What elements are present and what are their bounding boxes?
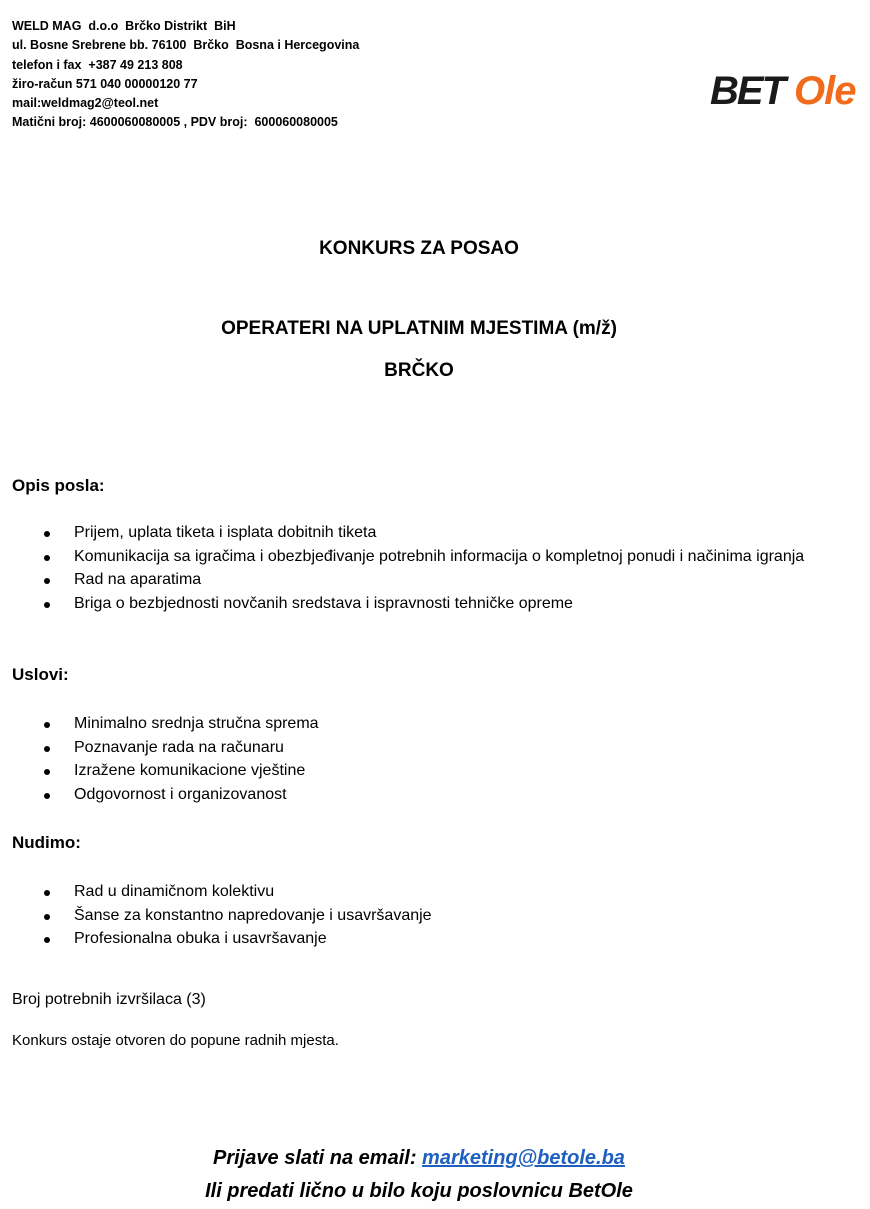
job-position: OPERATERI NA UPLATNIM MJESTIMA (m/ž) xyxy=(221,318,617,339)
email-link[interactable]: marketing@betole.ba xyxy=(422,1147,625,1169)
list-item: Profesionalna obuka i usavršavanje xyxy=(0,927,840,951)
logo-text-bet: BET xyxy=(710,69,784,112)
section-heading-uslovi: Uslovi: xyxy=(12,665,69,684)
betole-logo xyxy=(708,62,868,112)
logo-text-ole: Ole xyxy=(794,69,856,112)
list-item: Rad u dinamičnom kolektivu xyxy=(0,880,840,904)
company-line: WELD MAG d.o.o Brčko Distrikt BiH xyxy=(12,19,236,33)
list-item: Šanse za konstantno napredovanje i usavršavanje xyxy=(0,904,840,928)
list-item: Rad na aparatima xyxy=(0,568,840,592)
apply-line-2: Ili predati lično u bilo koju poslovnicu BetOle xyxy=(205,1180,633,1202)
list-uslovi xyxy=(0,712,840,806)
company-info xyxy=(12,17,359,133)
list-item: Komunikacija sa igračima i obezbjeđivanje potrebnih informacija o kompletnoj ponudi i načinima igranja xyxy=(0,545,840,569)
company-line: ul. Bosne Srebrene bb. 76100 Brčko Bosna i Hercegovina xyxy=(12,38,360,53)
company-line: telefon i fax +387 49 213 808 xyxy=(12,57,183,72)
apply-prefix: Prijave slati na email: xyxy=(213,1147,423,1169)
company-line: žiro-račun 571 040 00000120 77 xyxy=(12,76,198,91)
list-nudimo xyxy=(0,880,840,951)
list-item: Minimalno srednja stručna sprema xyxy=(0,712,840,736)
company-line: mail:weldmag2@teol.net xyxy=(12,96,159,111)
list-item: Prijem, uplata tiketa i isplata dobitnih tiketa xyxy=(0,521,840,545)
list-item: Odgovornost i organizovanost xyxy=(0,783,840,807)
list-item: Briga o bezbjednosti novčanih sredstava i ispravnosti tehničke opreme xyxy=(0,592,840,616)
company-line: Matični broj: 4600060080005 , PDV broj: 600060080005 xyxy=(12,115,338,130)
section-heading-opis: Opis posla: xyxy=(12,476,105,495)
list-opis xyxy=(0,521,840,615)
list-item: Izražene komunikacione vještine xyxy=(0,759,840,783)
positions-count: Broj potrebnih izvršilaca (3) xyxy=(12,991,206,1008)
betole-logo-graphic xyxy=(708,62,868,112)
section-heading-nudimo: Nudimo: xyxy=(12,833,81,852)
list-item: Poznavanje rada na računaru xyxy=(0,736,840,760)
job-location: BRČKO xyxy=(384,360,454,381)
page-title: KONKURS ZA POSAO xyxy=(319,238,519,259)
apply-line xyxy=(0,1147,838,1170)
open-note: Konkurs ostaje otvoren do popune radnih mjesta. xyxy=(12,1032,339,1049)
